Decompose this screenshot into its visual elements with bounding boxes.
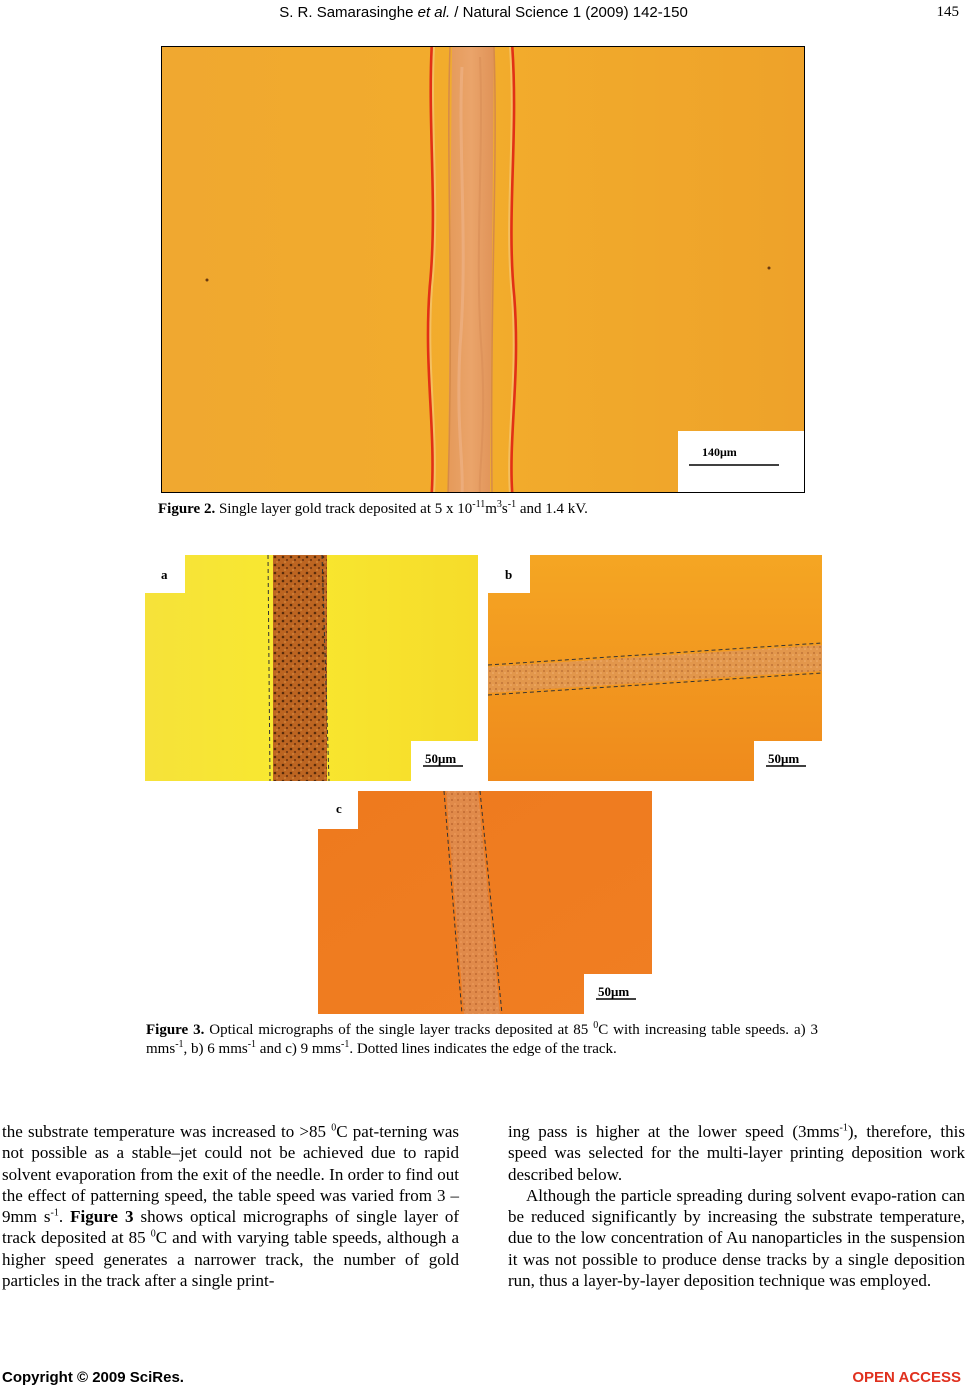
figure-2-track-image (162, 47, 805, 493)
body-right-paragraph-2: Although the particle spreading during solvent evapo-ration can be reduced significantly by increasing the substrate temperature, due to the low concentration of Au nanoparticles in the suspension it was not possible to produce dense tracks by a single deposition run, thus a layer-by-layer deposition technique was employed. (508, 1185, 965, 1291)
body-right-column (508, 1121, 965, 1291)
figure-3-panel-a (145, 555, 478, 781)
panel-b-scale-bar-label: 50μm (768, 751, 800, 766)
copyright-notice: Copyright © 2009 SciRes. (2, 1369, 184, 1386)
panel-a-track-image (145, 555, 478, 781)
figure-2-caption: Figure 2. Single layer gold track deposited at 5 x $10^{-11}m^3s^{-1}$ and 1.4 kV. (158, 499, 588, 517)
figure-3-panel-c (318, 791, 652, 1014)
panel-b-track-image (488, 555, 822, 781)
body-left-column (2, 1121, 459, 1291)
body-left-paragraph: the substrate temperature was increased to >85 $^0$C pat-terning was not possible as a stable–jet could not be achieved due to rapid solvent evaporation from the exit of the needle. In order to find out the effect of patterning speed, the table speed was varied from 3 – 9mm $s^{-1}$. Figure 3 shows optical micrographs of single layer of track deposited at 85 $^0$C and with varying table speeds, although a higher speed generates a narrower track, the number of gold particles in the track after a single print- (2, 1122, 459, 1291)
figure-3-caption: Figure 3. Optical micrographs of the single layer tracks deposited at 85 $^0$C with increasing table speeds. a) 3 mms$^{-1}$, b) 6 mms$^{-1}$ and c) 9 mms$^{-1}$. Dotted lines indicates the edge of the track. (146, 1020, 819, 1057)
open-access-label: OPEN ACCESS (852, 1369, 961, 1386)
panel-c-scale-bar-label: 50μm (598, 984, 630, 999)
figure-2-scale-bar-label: 140μm (702, 445, 737, 459)
page-number: 145 (936, 4, 959, 20)
figure-3-reference: Figure 3 (70, 1207, 134, 1227)
panel-a-label: a (161, 567, 168, 582)
figure-2-micrograph (161, 46, 805, 493)
panel-c-label: c (336, 801, 342, 816)
panel-c-track-image (318, 791, 652, 1014)
running-title: S. R. Samarasinghe et al. / Natural Science 1 (2009) 142-150 (279, 4, 688, 21)
panel-a-scale-bar-label: 50μm (425, 751, 457, 766)
figure-3-panel-b (488, 555, 822, 781)
body-right-paragraph-1: ing pass is higher at the lower speed (3mms$^{-1}$), therefore, this speed was selected for the multi-layer printing deposition work described below. (508, 1122, 965, 1184)
panel-b-label: b (505, 567, 513, 582)
figure-3-label: Figure 3. (146, 1022, 205, 1038)
figure-2-label: Figure 2. (158, 501, 216, 517)
